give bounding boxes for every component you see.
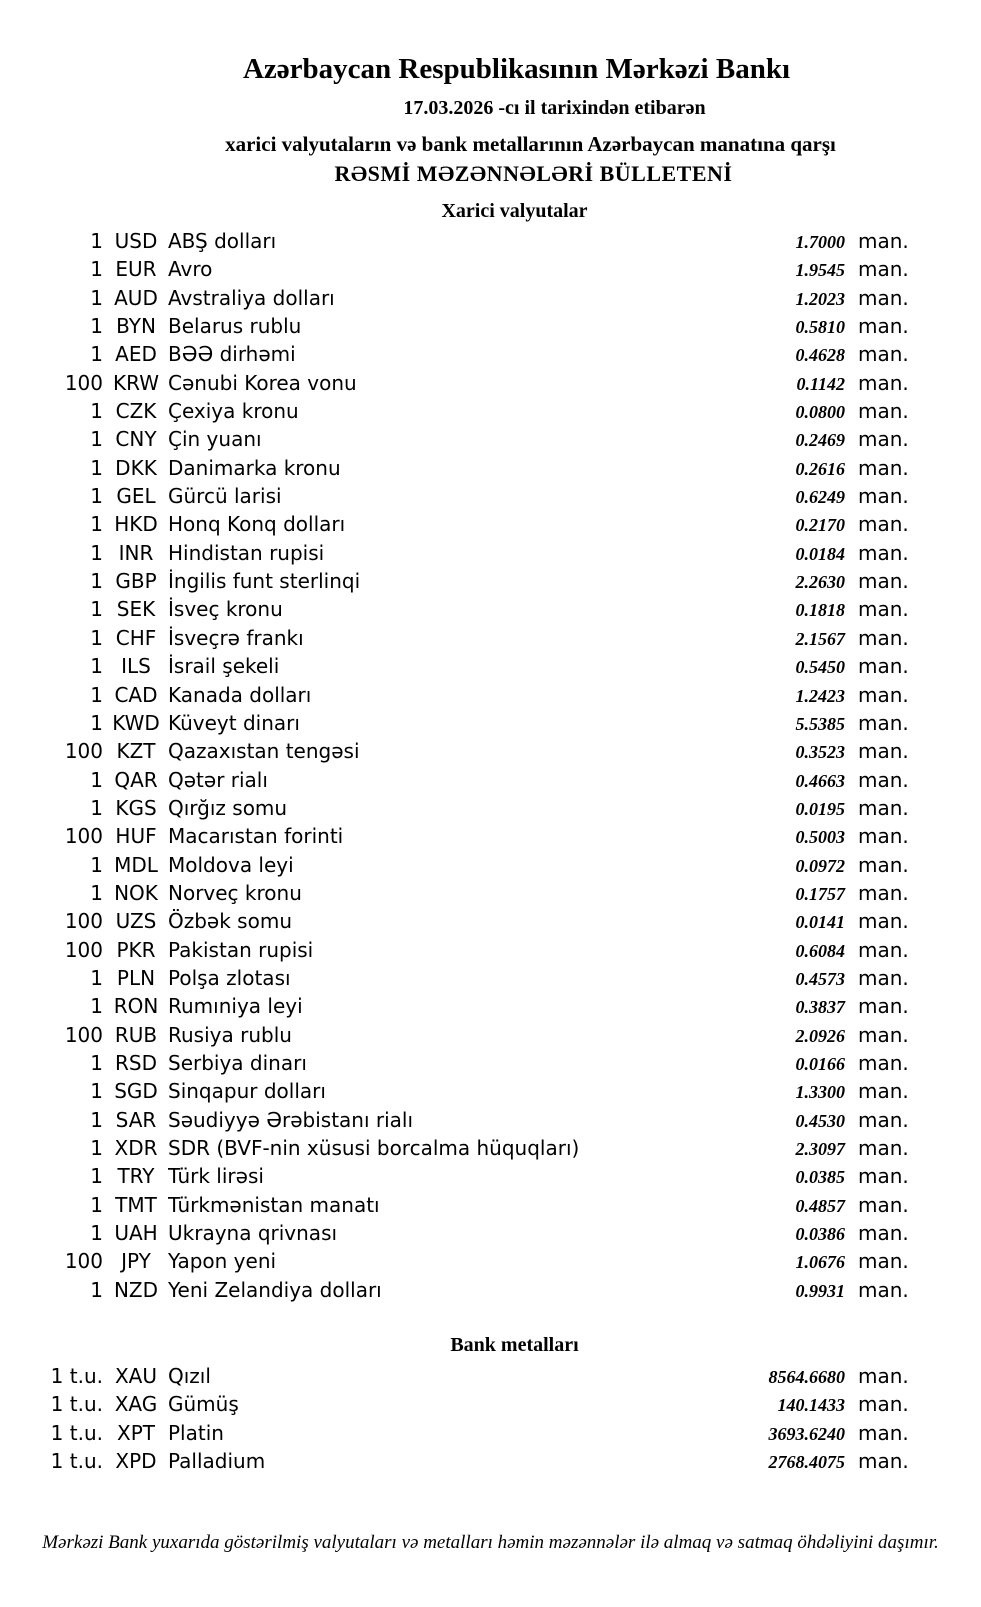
rate-value-cell: 1.7000 bbox=[795, 232, 845, 252]
currency-name-cell: Qazaxıstan tengəsi bbox=[168, 739, 360, 764]
rate-value-cell: 3693.6240 bbox=[768, 1423, 845, 1444]
rate-value-cell: 0.1757 bbox=[795, 883, 845, 904]
currency-name-cell: Kanada dolları bbox=[168, 682, 312, 707]
bulletin-title: RƏSMİ MƏZƏNNƏLƏRİ BÜLLETENİ bbox=[334, 161, 733, 186]
quantity-cell: 100 bbox=[64, 1022, 103, 1047]
currency-code-cell: XDR bbox=[114, 1136, 158, 1160]
currency-code-cell: KGS bbox=[115, 795, 157, 820]
unit-cell: man. bbox=[858, 1022, 909, 1047]
rate-value-cell: 0.0800 bbox=[795, 402, 845, 423]
rate-value-cell: 0.4663 bbox=[795, 770, 845, 791]
quantity-cell: 1 bbox=[90, 710, 103, 735]
rate-row bbox=[0, 964, 910, 992]
rate-value-cell: 0.0195 bbox=[795, 798, 845, 819]
rate-value-cell: 0.6084 bbox=[795, 940, 845, 961]
currency-name-cell: Palladium bbox=[168, 1449, 266, 1474]
unit-cell: man. bbox=[858, 1192, 909, 1217]
rate-row bbox=[0, 794, 910, 822]
unit-cell: man. bbox=[858, 994, 909, 1019]
quantity-cell: 1 bbox=[90, 540, 103, 565]
rate-row bbox=[0, 879, 910, 907]
currency-name-cell: Səudiyyə Ərəbistanı rialı bbox=[168, 1107, 414, 1132]
quantity-cell: 100 bbox=[64, 370, 103, 395]
unit-cell: man. bbox=[858, 682, 909, 707]
quantity-cell: 1 t.u. bbox=[50, 1364, 103, 1388]
unit-cell: man. bbox=[858, 597, 909, 622]
quantity-cell: 1 bbox=[90, 682, 103, 707]
unit-cell: man. bbox=[858, 1221, 909, 1246]
rate-row bbox=[0, 425, 910, 453]
rate-row bbox=[0, 936, 910, 964]
rate-value-cell: 5.5385 bbox=[795, 713, 845, 734]
quantity-cell: 1 bbox=[90, 767, 103, 792]
rate-value-cell: 0.6249 bbox=[795, 487, 845, 508]
currency-code-cell: UZS bbox=[115, 909, 157, 934]
rate-value-cell: 0.2616 bbox=[795, 458, 845, 479]
quantity-cell: 1 bbox=[90, 880, 103, 905]
currency-name-cell: Çin yuanı bbox=[168, 427, 262, 452]
currency-code-cell: PKR bbox=[116, 937, 156, 962]
unit-cell: man. bbox=[858, 1392, 909, 1417]
quantity-cell: 1 bbox=[90, 994, 103, 1019]
currency-name-cell: Sinqapur dolları bbox=[168, 1079, 326, 1104]
currency-name-cell: Pakistan rupisi bbox=[168, 937, 314, 962]
currencies-table bbox=[0, 227, 910, 1304]
quantity-cell: 1 bbox=[90, 484, 103, 509]
currency-name-cell: Hindistan rupisi bbox=[168, 540, 325, 565]
rate-row bbox=[0, 681, 910, 709]
currency-code-cell: CNY bbox=[115, 427, 157, 452]
currency-code-cell: CAD bbox=[114, 682, 158, 707]
unit-cell: man. bbox=[858, 767, 909, 792]
quantity-cell: 1 bbox=[90, 427, 103, 452]
currency-name-cell: Belarus rublu bbox=[168, 314, 302, 339]
quantity-cell: 1 bbox=[90, 1192, 103, 1217]
quantity-cell: 1 bbox=[90, 569, 103, 594]
currency-name-cell: İsveçrə frankı bbox=[168, 625, 304, 650]
rate-value-cell: 0.2170 bbox=[795, 515, 845, 536]
unit-cell: man. bbox=[858, 1107, 909, 1132]
currency-code-cell: RUB bbox=[114, 1022, 158, 1047]
unit-cell: man. bbox=[858, 965, 909, 990]
rate-value-cell: 2768.4075 bbox=[768, 1452, 845, 1473]
rate-value-cell: 2.1567 bbox=[795, 628, 845, 649]
unit-cell: man. bbox=[858, 427, 909, 452]
quantity-cell: 1 bbox=[90, 1079, 103, 1104]
currency-name-cell: Qırğız somu bbox=[168, 795, 288, 820]
rate-value-cell: 0.4530 bbox=[795, 1110, 845, 1131]
rate-row bbox=[0, 1419, 910, 1447]
rate-value-cell: 0.0385 bbox=[795, 1167, 845, 1188]
quantity-cell: 1 bbox=[90, 1221, 103, 1246]
currency-code-cell: SGD bbox=[114, 1079, 158, 1104]
currency-code-cell: USD bbox=[114, 229, 158, 253]
quantity-cell: 100 bbox=[64, 1249, 103, 1274]
unit-cell: man. bbox=[858, 1136, 909, 1160]
currency-name-cell: İsrail şekeli bbox=[168, 654, 280, 679]
rate-row bbox=[0, 1077, 910, 1105]
currency-code-cell: AUD bbox=[114, 285, 158, 310]
rate-value-cell: 0.4857 bbox=[795, 1195, 845, 1216]
metals-table bbox=[0, 1362, 910, 1475]
currency-code-cell: GEL bbox=[116, 484, 156, 509]
rate-value-cell: 0.0141 bbox=[795, 912, 845, 933]
quantity-cell: 1 bbox=[90, 1107, 103, 1132]
currency-name-cell: BƏƏ dirhəmi bbox=[168, 342, 296, 367]
currency-code-cell: JPY bbox=[121, 1249, 151, 1274]
rate-row bbox=[0, 255, 910, 283]
rate-value-cell: 0.2469 bbox=[795, 430, 845, 451]
metals-section-heading: Bank metalları bbox=[450, 1334, 579, 1356]
unit-cell: man. bbox=[858, 285, 909, 310]
rate-row bbox=[0, 454, 910, 482]
rate-row bbox=[0, 766, 910, 794]
unit-cell: man. bbox=[858, 1164, 909, 1189]
currency-code-cell: NZD bbox=[113, 1277, 159, 1302]
unit-cell: man. bbox=[858, 824, 909, 849]
currency-code-cell: XPT bbox=[117, 1420, 155, 1445]
quantity-cell: 1 bbox=[90, 1277, 103, 1302]
unit-cell: man. bbox=[858, 1449, 909, 1474]
currency-code-cell: KRW bbox=[113, 370, 159, 395]
currency-name-cell: Ukrayna qrivnası bbox=[168, 1221, 338, 1246]
rate-row bbox=[0, 284, 910, 312]
unit-cell: man. bbox=[858, 795, 909, 820]
currency-code-cell: BYN bbox=[116, 314, 156, 339]
currency-code-cell: UAH bbox=[114, 1221, 158, 1246]
rate-row bbox=[0, 1162, 910, 1190]
quantity-cell: 1 t.u. bbox=[50, 1449, 103, 1474]
currency-name-cell: Gürcü larisi bbox=[168, 484, 282, 509]
rate-row bbox=[0, 397, 910, 425]
currency-name-cell: Rumıniya leyi bbox=[168, 994, 303, 1019]
rate-row bbox=[0, 1021, 910, 1049]
currency-code-cell: KZT bbox=[116, 739, 156, 764]
unit-cell: man. bbox=[858, 625, 909, 650]
rate-row bbox=[0, 737, 910, 765]
currency-name-cell: Honq Konq dolları bbox=[168, 512, 346, 537]
quantity-cell: 1 bbox=[90, 257, 103, 282]
quantity-cell: 1 bbox=[90, 654, 103, 679]
quantity-cell: 1 bbox=[90, 512, 103, 537]
rate-value-cell: 2.2630 bbox=[795, 572, 845, 593]
rate-row bbox=[0, 1247, 910, 1275]
currency-name-cell: Cənubi Korea vonu bbox=[168, 370, 357, 395]
currency-code-cell: XPD bbox=[115, 1449, 157, 1474]
currency-name-cell: Rusiya rublu bbox=[168, 1022, 292, 1047]
unit-cell: man. bbox=[858, 852, 909, 877]
rate-value-cell: 0.5450 bbox=[795, 657, 845, 678]
quantity-cell: 1 bbox=[90, 399, 103, 424]
currency-code-cell: CHF bbox=[115, 625, 157, 650]
quantity-cell: 1 bbox=[90, 342, 103, 367]
rate-row bbox=[0, 1134, 910, 1162]
rate-row bbox=[0, 510, 910, 538]
currency-code-cell: ILS bbox=[121, 654, 151, 679]
unit-cell: man. bbox=[858, 257, 909, 282]
unit-cell: man. bbox=[858, 1420, 909, 1445]
rate-value-cell: 2.3097 bbox=[795, 1139, 845, 1159]
rate-value-cell: 0.1142 bbox=[796, 373, 845, 394]
effective-date-line: 17.03.2026 -cı il tarixindən etibarən bbox=[403, 97, 706, 119]
rate-value-cell: 0.4573 bbox=[795, 968, 845, 989]
rate-row bbox=[0, 652, 910, 680]
rate-row bbox=[0, 340, 910, 368]
quantity-cell: 1 bbox=[90, 314, 103, 339]
rate-value-cell: 2.0926 bbox=[795, 1025, 845, 1046]
quantity-cell: 1 bbox=[90, 285, 103, 310]
rate-value-cell: 0.3523 bbox=[795, 742, 845, 763]
rate-value-cell: 0.1818 bbox=[795, 600, 845, 621]
currency-code-cell: PLN bbox=[116, 965, 156, 990]
unit-cell: man. bbox=[858, 1079, 909, 1104]
rate-value-cell: 0.0972 bbox=[795, 855, 845, 876]
rate-row bbox=[0, 709, 910, 737]
currency-name-cell: Polşa zlotası bbox=[168, 965, 291, 990]
unit-cell: man. bbox=[858, 229, 909, 253]
rate-value-cell: 1.2023 bbox=[795, 288, 845, 309]
unit-cell: man. bbox=[858, 1364, 909, 1388]
currency-code-cell: TRY bbox=[117, 1164, 155, 1189]
unit-cell: man. bbox=[858, 399, 909, 424]
unit-cell: man. bbox=[858, 1277, 909, 1302]
currency-name-cell: Platin bbox=[168, 1420, 224, 1445]
rate-value-cell: 0.5003 bbox=[795, 827, 845, 848]
quantity-cell: 1 bbox=[90, 795, 103, 820]
rate-value-cell: 0.3837 bbox=[795, 997, 845, 1018]
rate-row bbox=[0, 1219, 910, 1247]
quantity-cell: 100 bbox=[64, 824, 103, 849]
rate-row bbox=[0, 1276, 910, 1304]
currency-code-cell: SEK bbox=[116, 597, 156, 622]
rate-row bbox=[0, 1362, 910, 1390]
currency-name-cell: Türkmənistan manatı bbox=[168, 1192, 380, 1217]
rate-row bbox=[0, 227, 910, 255]
rate-value-cell: 0.0386 bbox=[795, 1224, 845, 1245]
currency-code-cell: DKK bbox=[115, 455, 157, 480]
rate-value-cell: 1.2423 bbox=[795, 685, 845, 706]
rate-row bbox=[0, 1191, 910, 1219]
unit-cell: man. bbox=[858, 739, 909, 764]
currency-name-cell: Küveyt dinarı bbox=[168, 710, 300, 735]
rate-row bbox=[0, 907, 910, 935]
currency-code-cell: XAG bbox=[114, 1392, 158, 1417]
rate-row bbox=[0, 567, 910, 595]
currency-code-cell: HUF bbox=[115, 824, 157, 849]
quantity-cell: 1 t.u. bbox=[50, 1420, 103, 1445]
currency-name-cell: Türk lirəsi bbox=[168, 1164, 264, 1189]
quantity-cell: 1 bbox=[90, 1136, 103, 1160]
subtitle-line: xarici valyutaların və bank metallarının Azərbaycan manatına qarşı bbox=[225, 132, 836, 156]
page-title: Azərbaycan Respublikasının Mərkəzi Bankı bbox=[242, 53, 791, 85]
rate-value-cell: 0.4628 bbox=[795, 345, 845, 366]
rate-row bbox=[0, 1447, 910, 1475]
unit-cell: man. bbox=[858, 654, 909, 679]
rate-value-cell: 0.0184 bbox=[795, 543, 845, 564]
currency-code-cell: RSD bbox=[115, 1050, 157, 1075]
currency-name-cell: Danimarka kronu bbox=[168, 455, 341, 480]
rate-row bbox=[0, 482, 910, 510]
currency-name-cell: Yeni Zelandiya dolları bbox=[168, 1277, 382, 1302]
quantity-cell: 1 bbox=[90, 1050, 103, 1075]
unit-cell: man. bbox=[858, 540, 909, 565]
unit-cell: man. bbox=[858, 484, 909, 509]
rate-value-cell: 1.0676 bbox=[795, 1252, 845, 1273]
currency-code-cell: NOK bbox=[114, 880, 158, 905]
quantity-cell: 100 bbox=[64, 739, 103, 764]
currency-name-cell: ABŞ dolları bbox=[168, 229, 277, 253]
quantity-cell: 1 bbox=[90, 597, 103, 622]
unit-cell: man. bbox=[858, 909, 909, 934]
rate-row bbox=[0, 1049, 910, 1077]
currency-name-cell: Qızıl bbox=[168, 1364, 211, 1388]
currency-name-cell: Avro bbox=[168, 257, 213, 282]
currency-code-cell: INR bbox=[118, 540, 154, 565]
unit-cell: man. bbox=[858, 342, 909, 367]
unit-cell: man. bbox=[858, 1249, 909, 1274]
currency-code-cell: XAU bbox=[114, 1364, 158, 1388]
unit-cell: man. bbox=[858, 314, 909, 339]
disclaimer-text: Mərkəzi Bank yuxarıda göstərilmiş valyutaları və metalları həmin məzənnələr ilə almaq və satmaq öhdəliyini daşımır. bbox=[42, 1532, 939, 1553]
currency-code-cell: KWD bbox=[112, 710, 160, 735]
currency-code-cell: RON bbox=[113, 994, 159, 1019]
rate-row bbox=[0, 1390, 910, 1418]
unit-cell: man. bbox=[858, 710, 909, 735]
rate-value-cell: 1.3300 bbox=[795, 1082, 845, 1103]
quantity-cell: 100 bbox=[64, 937, 103, 962]
currencies-section-heading: Xarici valyutalar bbox=[441, 200, 588, 222]
currency-name-cell: Norveç kronu bbox=[168, 880, 302, 905]
currency-name-cell: Özbək somu bbox=[168, 909, 292, 934]
rate-value-cell: 0.5810 bbox=[795, 317, 845, 338]
currency-code-cell: CZK bbox=[115, 399, 157, 424]
currency-name-cell: Moldova leyi bbox=[168, 852, 294, 877]
unit-cell: man. bbox=[858, 569, 909, 594]
currency-code-cell: SAR bbox=[115, 1107, 157, 1132]
rate-row bbox=[0, 539, 910, 567]
quantity-cell: 1 t.u. bbox=[50, 1392, 103, 1417]
currency-code-cell: QAR bbox=[114, 767, 158, 792]
currency-code-cell: MDL bbox=[114, 852, 158, 877]
rate-value-cell: 0.0166 bbox=[795, 1053, 845, 1074]
currency-code-cell: GBP bbox=[115, 569, 157, 594]
quantity-cell: 1 bbox=[90, 625, 103, 650]
rate-value-cell: 140.1433 bbox=[777, 1395, 845, 1416]
rate-row bbox=[0, 369, 910, 397]
unit-cell: man. bbox=[858, 937, 909, 962]
rate-row bbox=[0, 1106, 910, 1134]
currency-name-cell: Macarıstan forinti bbox=[168, 824, 344, 849]
rate-row bbox=[0, 595, 910, 623]
rate-row bbox=[0, 851, 910, 879]
rate-row bbox=[0, 624, 910, 652]
currency-name-cell: Qətər rialı bbox=[168, 767, 268, 792]
quantity-cell: 100 bbox=[64, 909, 103, 934]
unit-cell: man. bbox=[858, 370, 909, 395]
quantity-cell: 1 bbox=[90, 229, 103, 253]
unit-cell: man. bbox=[858, 1050, 909, 1075]
currency-name-cell: Çexiya kronu bbox=[168, 399, 299, 424]
currency-name-cell: İngilis funt sterlinqi bbox=[168, 569, 361, 594]
quantity-cell: 1 bbox=[90, 455, 103, 480]
currency-code-cell: HKD bbox=[114, 512, 158, 537]
currency-name-cell: Serbiya dinarı bbox=[168, 1050, 307, 1075]
rate-value-cell: 0.9931 bbox=[795, 1280, 845, 1301]
currency-name-cell: SDR (BVF-nin xüsusi borcalma hüquqları) bbox=[168, 1136, 580, 1160]
unit-cell: man. bbox=[858, 880, 909, 905]
unit-cell: man. bbox=[858, 455, 909, 480]
currency-code-cell: TMT bbox=[115, 1192, 157, 1217]
currency-code-cell: AED bbox=[115, 342, 157, 367]
rate-value-cell: 1.9545 bbox=[795, 260, 845, 281]
currency-name-cell: İsveç kronu bbox=[168, 597, 283, 622]
unit-cell: man. bbox=[858, 512, 909, 537]
currency-name-cell: Gümüş bbox=[168, 1392, 239, 1417]
currency-name-cell: Yapon yeni bbox=[168, 1249, 277, 1274]
quantity-cell: 1 bbox=[90, 1164, 103, 1189]
quantity-cell: 1 bbox=[90, 852, 103, 877]
currency-code-cell: EUR bbox=[115, 257, 157, 282]
rate-row bbox=[0, 992, 910, 1020]
currency-name-cell: Avstraliya dolları bbox=[168, 285, 335, 310]
quantity-cell: 1 bbox=[90, 965, 103, 990]
rate-row bbox=[0, 312, 910, 340]
rate-row bbox=[0, 822, 910, 850]
rate-value-cell: 8564.6680 bbox=[768, 1367, 845, 1387]
